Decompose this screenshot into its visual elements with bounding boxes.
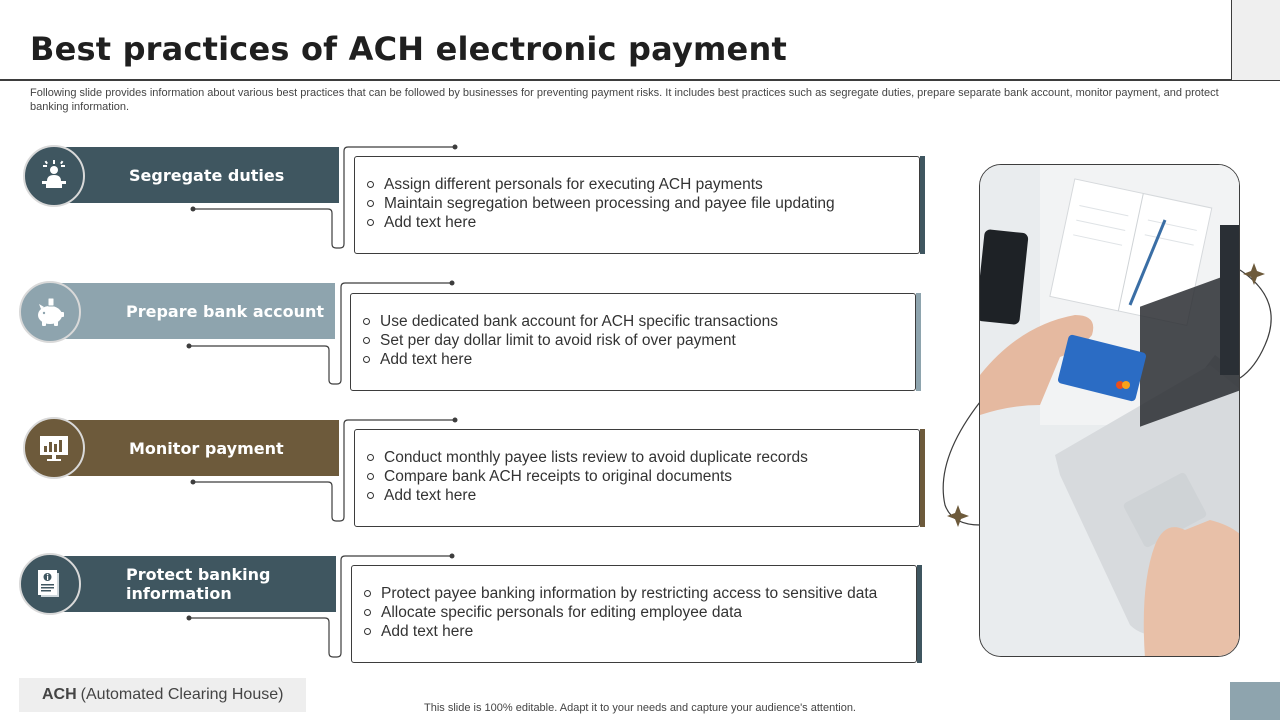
bullet-item: Add text here <box>364 622 916 641</box>
acronym-abbr: ACH <box>42 686 77 703</box>
acronym-expansion: (Automated Clearing House) <box>80 686 284 703</box>
page-title: Best practices of ACH electronic payment <box>30 30 787 68</box>
page-subtitle: Following slide provides information about various best practices that can be followed by businesses for preventing payment risks. It includes best practices such as segregate duties, prepare separate bank account, monitor payment, and protect banking information. <box>30 87 1219 113</box>
bullet-item: Add text here <box>367 213 919 232</box>
practice-label: Protect banking information <box>126 565 271 603</box>
bullet-item: Set per day dollar limit to avoid risk of over payment <box>363 331 915 350</box>
bullet-item: Allocate specific personals for editing employee data <box>364 603 916 622</box>
payment-photo <box>979 164 1240 657</box>
footer-accent-block <box>1230 682 1280 720</box>
bullet-item: Protect payee banking information by restricting access to sensitive data <box>364 584 916 603</box>
bullet-item: Maintain segregation between processing and payee file updating <box>367 194 919 213</box>
bullet-item: Assign different personals for executing ACH payments <box>367 175 919 194</box>
bullet-item: Use dedicated bank account for ACH specific transactions <box>363 312 915 331</box>
practice-label: Prepare bank account <box>126 301 325 321</box>
bullet-item: Compare bank ACH receipts to original documents <box>367 467 919 486</box>
bullet-item: Add text here <box>363 350 915 369</box>
practice-label: Segregate duties <box>129 165 285 185</box>
practice-label: Monitor payment <box>129 438 284 458</box>
bullet-item: Conduct monthly payee lists review to avoid duplicate records <box>367 448 919 467</box>
footer-note: This slide is 100% editable. Adapt it to your needs and capture your audience's attention. <box>424 702 856 714</box>
bullet-item: Add text here <box>367 486 919 505</box>
laptop-card-illustration <box>980 165 1240 657</box>
